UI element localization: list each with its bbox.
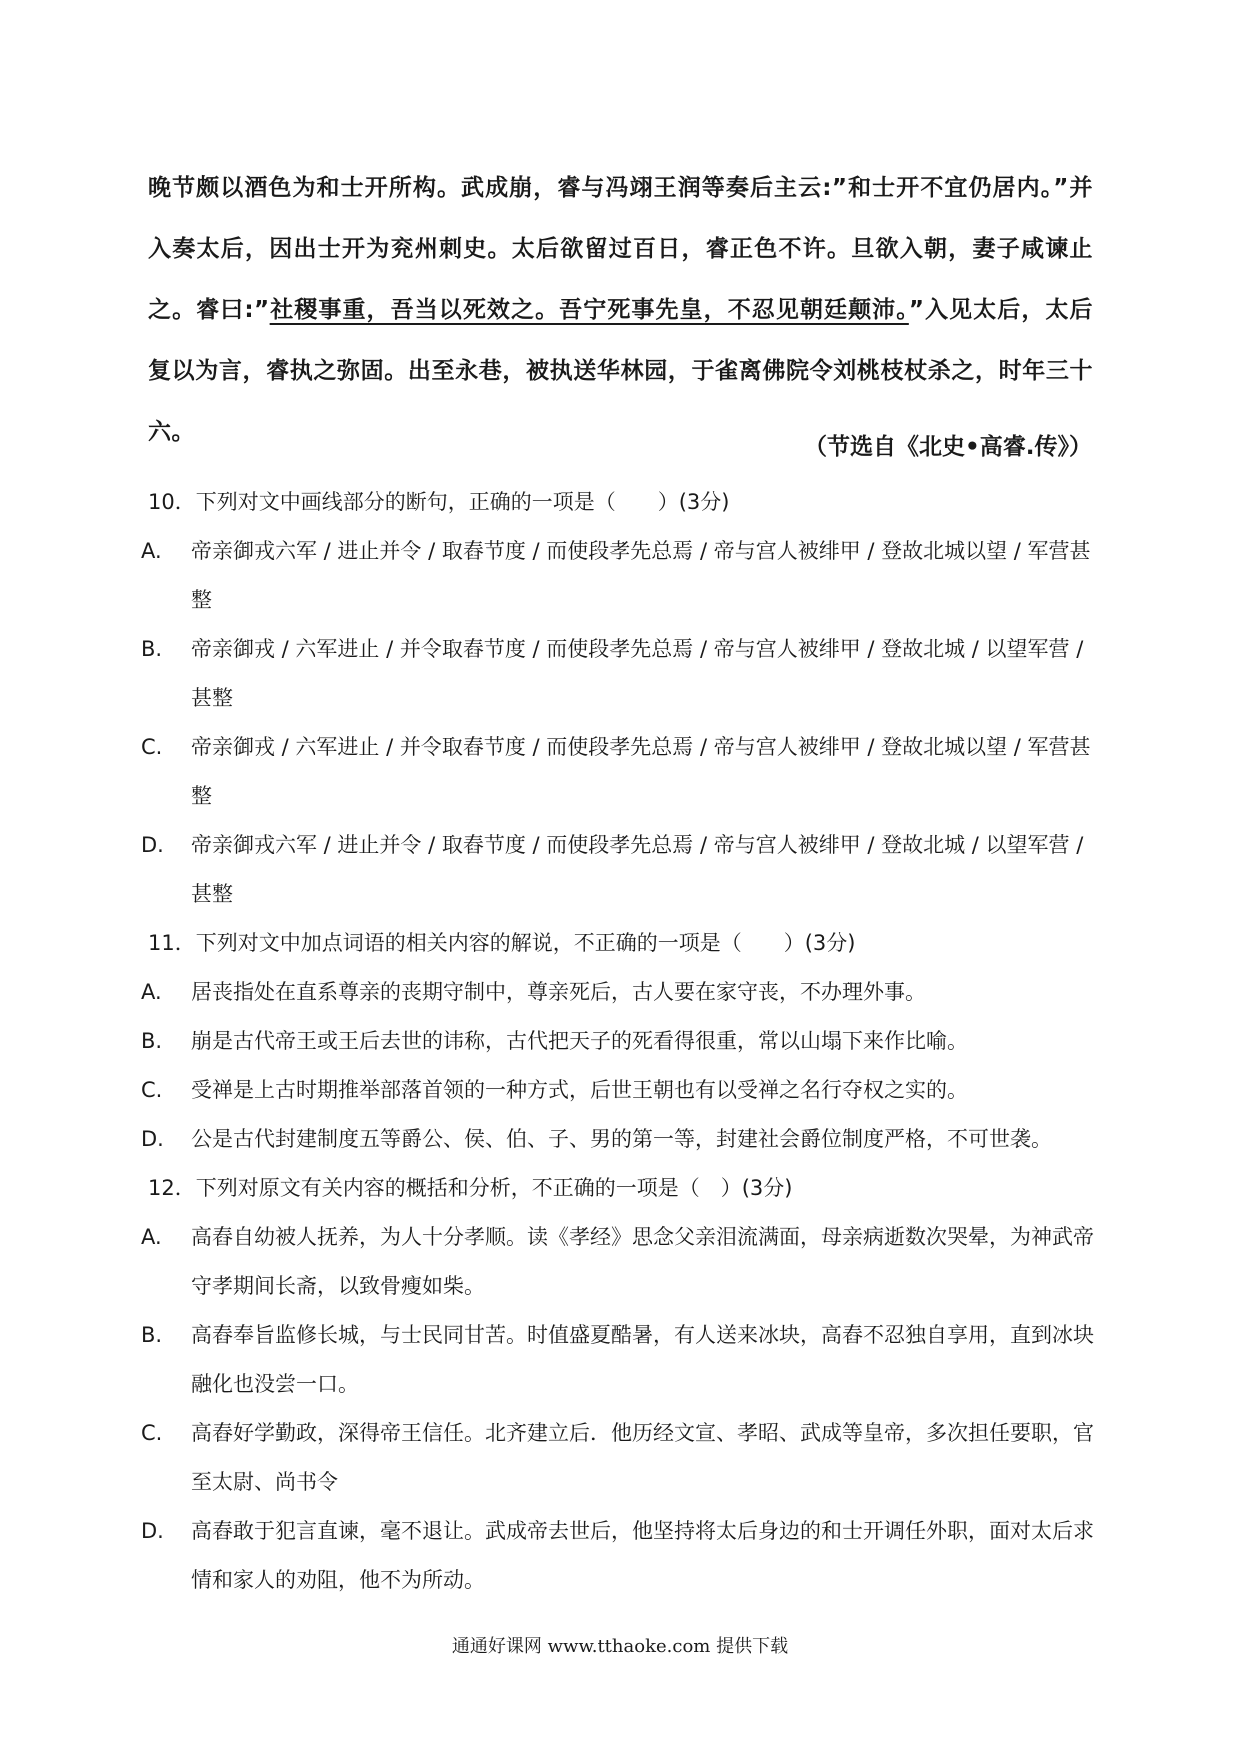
option-text: 高舂自幼被人抚养，为人十分孝顺。读《孝经》思念父亲泪流满面，母亲病逝数次哭晕，为神武帝守孝期间长斋，以致骨瘦如柴。 xyxy=(191,1225,1094,1298)
option-b xyxy=(141,1017,1098,1066)
option-letter: A. xyxy=(141,539,162,563)
option-letter: B. xyxy=(141,637,163,661)
option-letter: D. xyxy=(141,1127,164,1151)
page-footer: 通通好课网 www.tthaoke.com 提供下载 xyxy=(451,1636,789,1657)
option-text: 高舂奉旨监修长城，与士民同甘苦。时值盛夏酷暑，有人送来冰块，高舂不忍独自享用，直到冰块融化也没尝一口。 xyxy=(191,1323,1094,1396)
option-b xyxy=(141,625,1098,723)
passage-text-after: ”入见太后，太后复以为言，睿执之弥固。出至永巷，被执送华林园，于雀离佛院令刘桃枝杖杀之，时年三十六。 xyxy=(148,297,1093,445)
option-text: 高舂好学勤政，深得帝王信任。北齐建立后．他历经文宣、孝昭、武成等皇帝，多次担任要职，官至太尉、尚书令 xyxy=(191,1421,1094,1494)
option-letter: C. xyxy=(141,1078,163,1102)
option-text: 居丧指处在直系尊亲的丧期守制中，尊亲死后，古人要在家守丧，不办理外事。 xyxy=(191,980,926,1004)
option-text: 帝亲御戎 / 六军进止 / 并令取舂节度 / 而使段孝先总焉 / 帝与宫人被绯甲 / 登故北城 / 以望军营 / 甚整 xyxy=(191,637,1084,710)
question-11 xyxy=(141,919,1098,1164)
question-stem: 11．下列对文中加点词语的相关内容的解说，不正确的一项是（ ）(3分) xyxy=(148,931,856,955)
option-text: 帝亲御戎 / 六军进止 / 并令取舂节度 / 而使段孝先总焉 / 帝与宫人被绯甲 / 登故北城以望 / 军营甚整 xyxy=(191,735,1091,808)
option-c xyxy=(141,1066,1098,1115)
option-letter: A. xyxy=(141,980,162,1004)
option-a xyxy=(141,527,1098,625)
option-d xyxy=(141,1507,1098,1605)
option-a xyxy=(141,968,1098,1017)
option-letter: C. xyxy=(141,1421,163,1445)
option-text: 帝亲御戎六军 / 进止并令 / 取舂节度 / 而使段孝先总焉 / 帝与宫人被绯甲 / 登故北城以望 / 军营甚整 xyxy=(191,539,1091,612)
option-c xyxy=(141,723,1098,821)
question-list xyxy=(141,478,1098,1605)
passage xyxy=(148,158,1093,463)
option-text: 帝亲御戎六军 / 进止并令 / 取舂节度 / 而使段孝先总焉 / 帝与宫人被绯甲 / 登故北城 / 以望军营 / 甚整 xyxy=(191,833,1084,906)
option-letter: B. xyxy=(141,1029,163,1053)
option-c xyxy=(141,1409,1098,1507)
passage-underlined-text: 社稷事重，吾当以死效之。吾宁死事先皇，不忍见朝廷颠沛。 xyxy=(269,297,909,323)
option-text: 崩是古代帝王或王后去世的讳称，古代把天子的死看得很重，常以山塌下来作比喻。 xyxy=(191,1029,968,1053)
option-letter: D. xyxy=(141,833,164,857)
option-letter: B. xyxy=(141,1323,163,1347)
option-a xyxy=(141,1213,1098,1311)
option-letter: C. xyxy=(141,735,163,759)
option-text: 高舂敢于犯言直谏，毫不退让。武成帝去世后，他坚持将太后身边的和士开调任外职，面对太后求情和家人的劝阻，他不为所动。 xyxy=(191,1519,1094,1592)
option-text: 受禅是上古时期推举部落首领的一种方式，后世王朝也有以受禅之名行夺权之实的。 xyxy=(191,1078,968,1102)
question-stem: 12．下列对原文有关内容的概括和分析，不正确的一项是（ ）(3分) xyxy=(148,1176,793,1200)
option-text: 公是古代封建制度五等爵公、侯、伯、子、男的第一等，封建社会爵位制度严格，不可世袭。 xyxy=(191,1127,1052,1151)
option-b xyxy=(141,1311,1098,1409)
question-12 xyxy=(141,1164,1098,1605)
option-letter: A. xyxy=(141,1225,162,1249)
passage-text-before: 晚节颇以酒色为和士开所构。武成崩，睿与冯翊王润等奏后主云:”和士开不宜仍居内。”并入奏太后，因出士开为兖州刺史。太后欲留过百日，睿正色不许。旦欲入朝，妻子咸谏止之。睿曰:” xyxy=(148,175,1093,323)
question-10 xyxy=(141,478,1098,919)
option-d xyxy=(141,1115,1098,1164)
option-d xyxy=(141,821,1098,919)
option-letter: D. xyxy=(141,1519,164,1543)
passage-paragraph xyxy=(148,158,1093,463)
question-stem: 10．下列对文中画线部分的断句，正确的一项是（ ）(3分) xyxy=(148,490,730,514)
passage-source: （节选自《北史•高睿.传》） xyxy=(804,434,1092,460)
